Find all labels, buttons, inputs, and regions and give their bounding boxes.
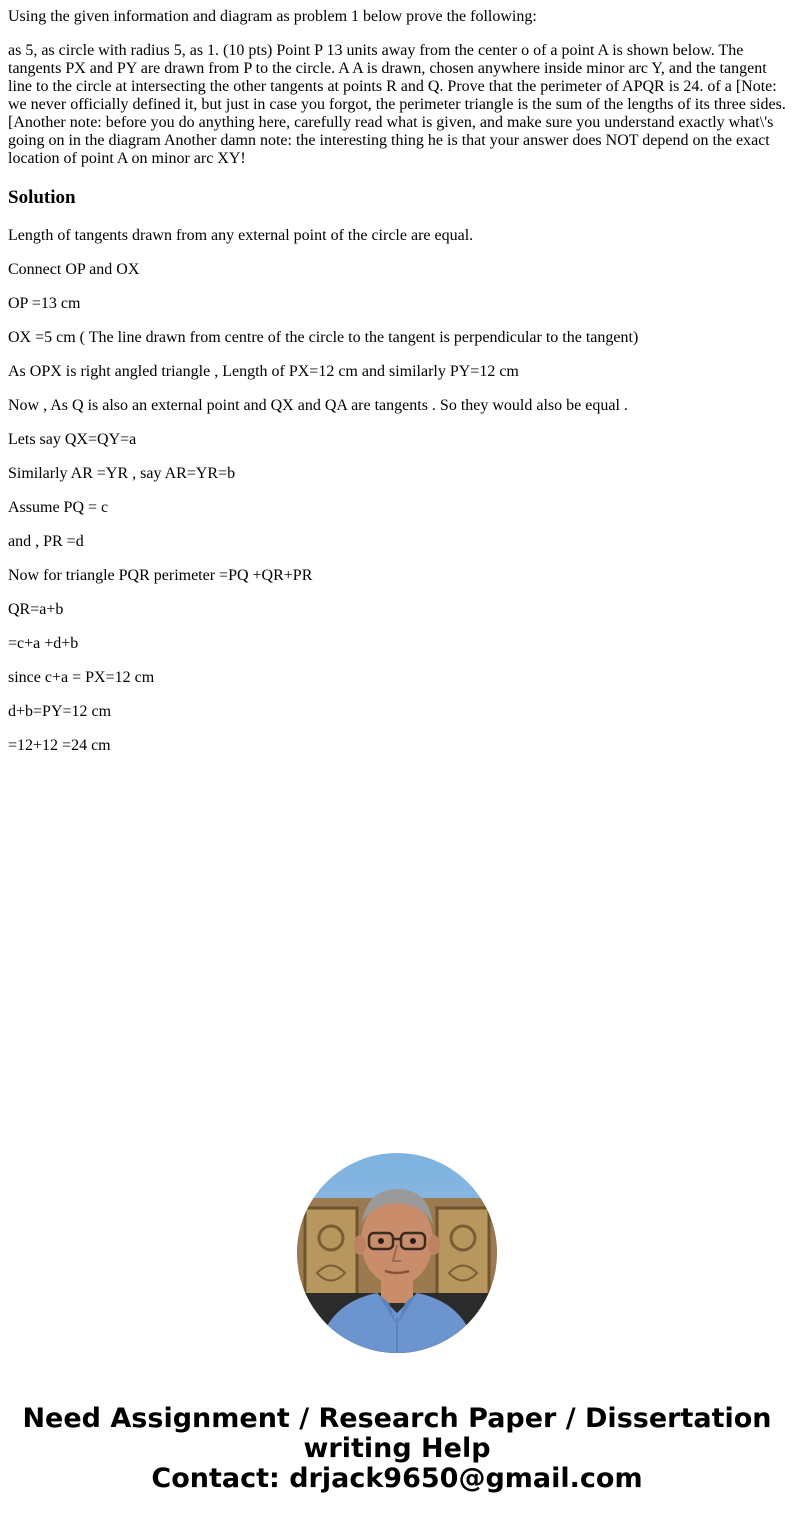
person-avatar-icon (297, 1153, 497, 1353)
solution-line: OP =13 cm (8, 295, 81, 312)
footer-contact-email: Contact: drjack9650@gmail.com (151, 1463, 643, 1494)
question-intro: Using the given information and diagram as problem 1 below prove the following: (8, 8, 537, 25)
solution-line: Lets say QX=QY=a (8, 431, 137, 448)
solution-line: since c+a = PX=12 cm (8, 669, 155, 686)
solution-line: d+b=PY=12 cm (8, 703, 112, 720)
solution-line: OX =5 cm ( The line drawn from centre of the circle to the tangent is perpendicular to the tangent) (8, 329, 639, 346)
question-body: as 5, as circle with radius 5, as 1. (10 pts) Point P 13 units away from the center o of a point A is shown below. The tangents PX and PY are drawn from P to the circle. A A is drawn, chosen anywhere inside minor arc Y, and the tangent line to the circle at intersecting the other tangents at points R and Q. Prove that the perimeter of APQR is 24. of a [Note: we never officially defined it, but just in case you forgot, the perimeter triangle is the sum of the lengths of its three sides. [Another note: before you do anything here, carefully read what is given, and make sure you understand exactly what\'s going on in the diagram Another damn note: the interesting thing he is that your answer does NOT depend on the exact location of point A on minor arc XY! (8, 42, 786, 167)
solution-line: and , PR =d (8, 533, 84, 550)
solution-line: =12+12 =24 cm (8, 737, 111, 754)
avatar (297, 1153, 497, 1353)
solution-line: Now for triangle PQR perimeter =PQ +QR+PR (8, 567, 313, 584)
solution-heading: Solution (8, 187, 76, 208)
solution-line: Connect OP and OX (8, 261, 140, 278)
solution-line: Assume PQ = c (8, 499, 109, 516)
solution-line: =c+a +d+b (8, 635, 79, 652)
contact-footer (0, 1404, 794, 1494)
footer-line-1: Need Assignment / Research Paper / Dissertation (22, 1403, 772, 1434)
solution-line: QR=a+b (8, 601, 64, 618)
solution-line: As OPX is right angled triangle , Length of PX=12 cm and similarly PY=12 cm (8, 363, 519, 380)
solution-line: Now , As Q is also an external point and QX and QA are tangents . So they would also be equal . (8, 397, 628, 414)
solution-line: Similarly AR =YR , say AR=YR=b (8, 465, 236, 482)
footer-line-2: writing Help (303, 1433, 491, 1464)
solution-line: Length of tangents drawn from any external point of the circle are equal. (8, 227, 474, 244)
